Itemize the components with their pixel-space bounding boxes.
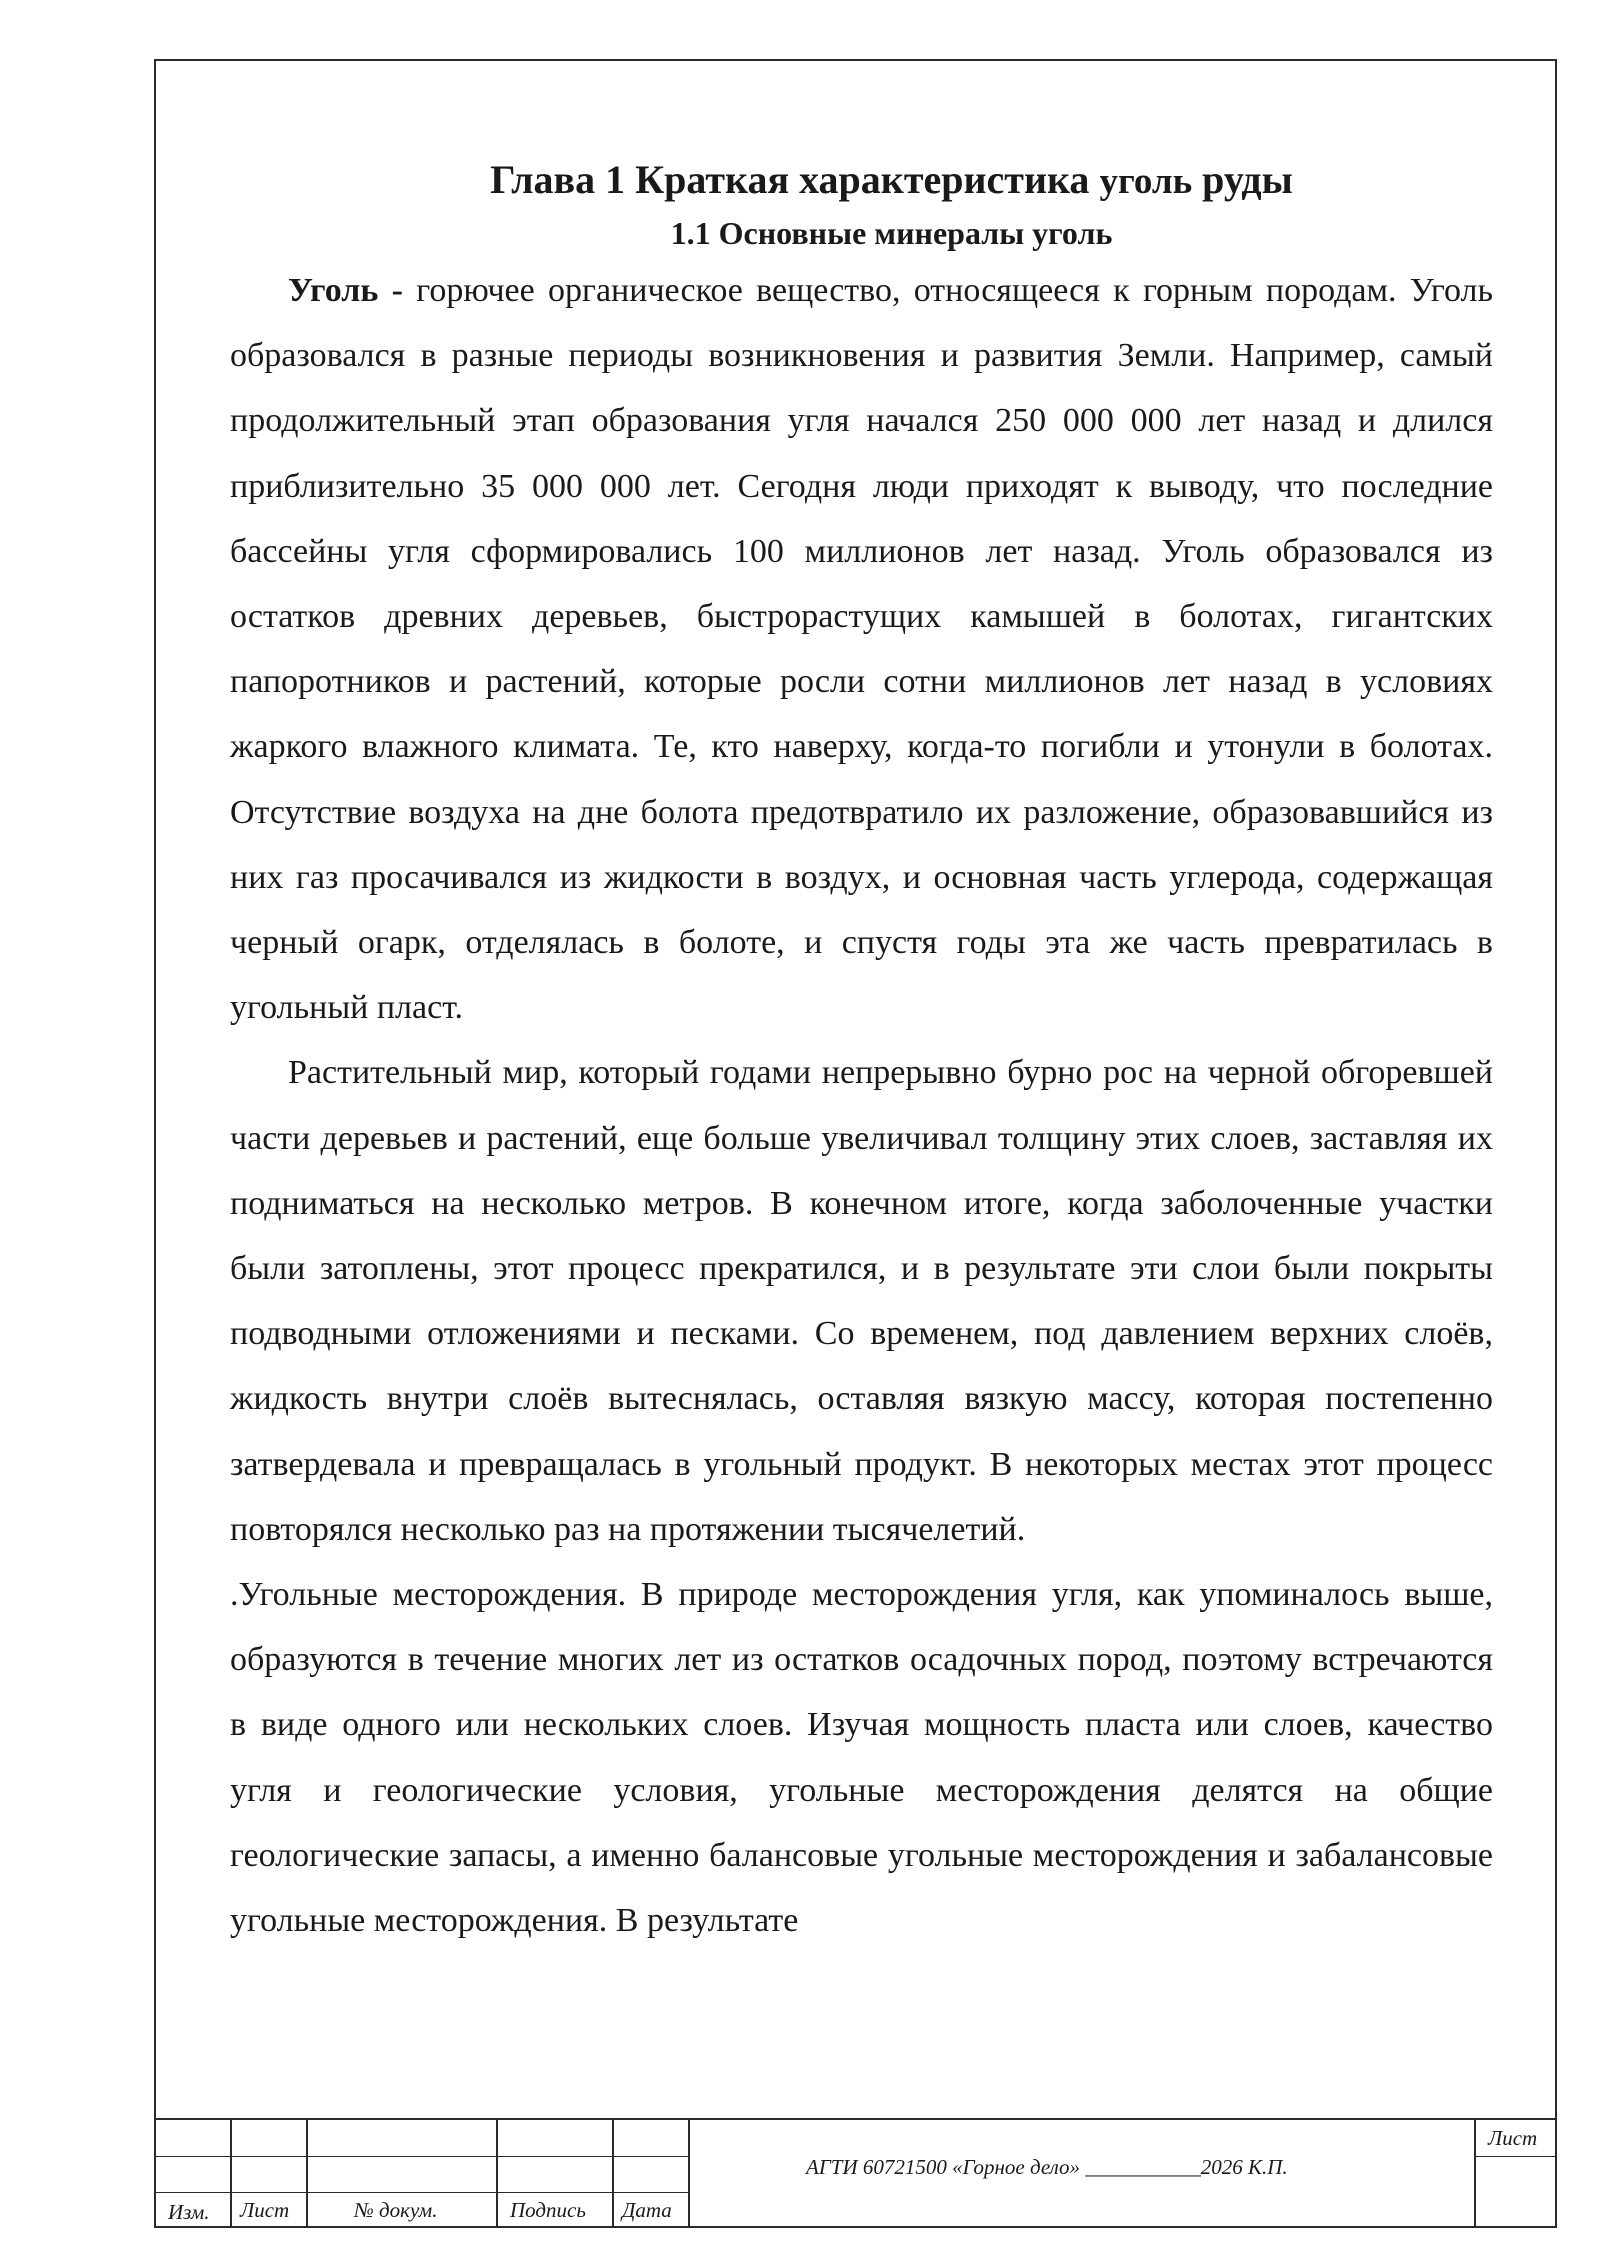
paragraph-text: горючее органическое вещество, относящееся к горным породам. Уголь образовался в разные периоды возникновения и развития Земли. Например, самый продолжительный этап образования угля начался 250 000 000 лет назад и длился приблизительно 35 000 000 лет. Сегодня люди приходят к выводу, что последние бассейны угля сформировались 100 миллионов лет назад. Уголь образовался из остатков древних деревьев, быстрорастущих камышей в болотах, гигантских папоротников и растений, которые росли сотни миллионов лет назад в условиях жаркого влажного климата. Те, кто наверху, когда-то погибли и утонули в болотах. Отсутствие воздуха на дне болота предотвратило их разложение, образовавшийся из них газ просачивался из жидкости в воздух, и основная часть углерода, содержащая черный огарк, отделялась в болоте, и спустя годы эта же часть превратилась в угольный пласт. [230, 272, 1493, 1027]
section-title: 1.1 Основные минералы уголь [670, 215, 1113, 251]
stamp-col-date: Дата [622, 2198, 672, 2222]
document-body [230, 152, 1493, 1953]
stamp-divider [1474, 2120, 1476, 2228]
chapter-title-small: уголь [1099, 161, 1193, 202]
stamp-col-doc-number: № докум. [354, 2198, 438, 2222]
chapter-title-end: руды [1202, 157, 1293, 202]
stamp-col-list: Лист [240, 2198, 290, 2222]
stamp-divider [688, 2120, 690, 2228]
paragraph-coal-deposits: .Угольные месторождения. В природе месторождения угля, как упоминалось выше, образуются в течение многих лет из остатков осадочных пород, поэтому встречаются в виде одного или нескольких слоев. Изучая мощность пласта или слоев, качество угля и геологические условия, угольные месторождения делятся на общие геологические запасы, а именно балансовые угольные месторождения и забалансовые угольные месторождения. В результате [230, 1576, 1493, 1940]
chapter-title [260, 152, 1523, 210]
stamp-col-izm: Изм. [168, 2200, 210, 2224]
stamp-sheet-label: Лист [1488, 2126, 1538, 2150]
stamp-divider [306, 2120, 308, 2228]
stamp-row-line [154, 2156, 688, 2157]
stamp-row-line [1474, 2156, 1557, 2157]
term-coal: Уголь - [288, 272, 417, 309]
paragraph-plant-world: Растительный мир, который годами непрерывно бурно рос на черной обгоревшей части деревьев и растений, еще больше увеличивал толщину этих слоев, заставляя их подниматься на несколько метров. В конечном итоге, когда заболоченные участки были затоплены, этот процесс прекратился, и в результате эти слои были покрыты подводными отложениями и песками. Со временем, под давлением верхних слоёв, жидкость внутри слоёв вытеснялась, оставляя вязкую массу, которая постепенно затвердевала и превращалась в угольный продукт. В некоторых местах этот процесс повторялся несколько раз на протяжении тысячелетий. [230, 1054, 1493, 1548]
paragraph-coal-definition [230, 258, 1493, 1040]
stamp-row-line [154, 2192, 688, 2193]
stamp-col-signature: Подпись [510, 2198, 586, 2222]
stamp-divider [496, 2120, 498, 2228]
stamp-document-code: АГТИ 60721500 «Горное дело» ___________2026 К.П. [806, 2155, 1288, 2179]
stamp-divider [612, 2120, 614, 2228]
title-block-stamp [154, 2118, 1557, 2228]
chapter-title-main: Глава 1 Краткая характеристика [490, 157, 1090, 202]
stamp-divider [230, 2120, 232, 2228]
